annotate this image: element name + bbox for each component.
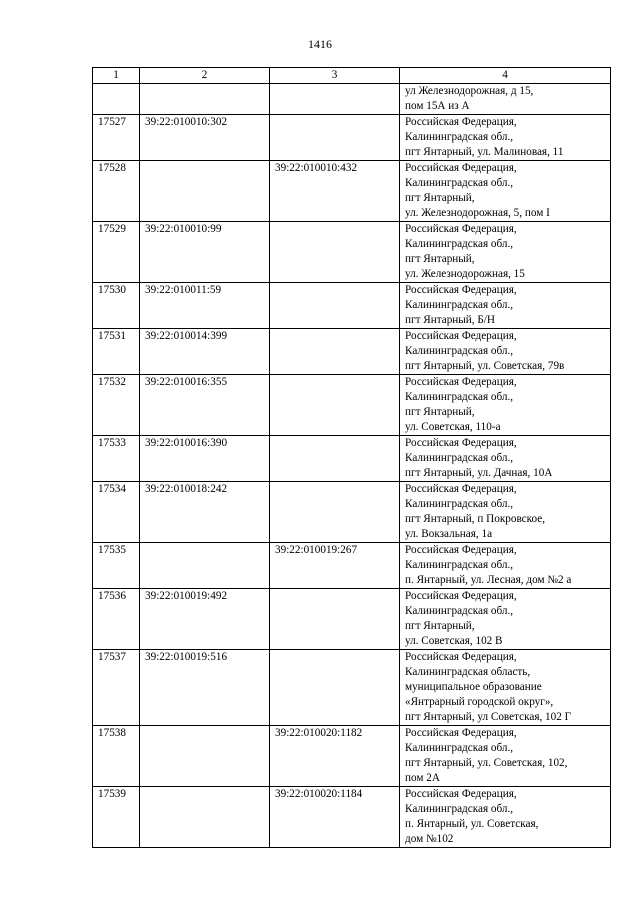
- column-header-2: 2: [140, 68, 270, 84]
- address-line: ул Железнодорожная, д 15,: [405, 85, 534, 97]
- address-line: Российская Федерация,: [405, 483, 517, 495]
- address-cell: [400, 115, 611, 161]
- address-cell: [400, 375, 611, 436]
- address-line: Российская Федерация,: [405, 590, 517, 602]
- table-row: [93, 375, 611, 436]
- address-line: ул. Советская, 110-а: [405, 421, 501, 433]
- cadastral-number-cell: 39:22:010010:99: [140, 222, 270, 283]
- cadastral-number-cell: 39:22:010016:390: [140, 436, 270, 482]
- address-cell: [400, 726, 611, 787]
- cadastral-number-alt-cell: [270, 222, 400, 283]
- record-number-cell: 17536: [93, 589, 140, 650]
- record-number-cell: 17535: [93, 543, 140, 589]
- cadastral-number-alt-cell: [270, 650, 400, 726]
- record-number-cell: 17532: [93, 375, 140, 436]
- address-line: Калининградская обл.,: [405, 452, 514, 464]
- address-line: ул. Железнодорожная, 5, пом I: [405, 207, 550, 219]
- address-cell: [400, 650, 611, 726]
- address-line: ул. Железнодорожная, 15: [405, 268, 525, 280]
- cadastral-number-alt-cell: 39:22:010020:1184: [270, 787, 400, 848]
- table-row: [93, 161, 611, 222]
- cadastral-number-cell: [140, 726, 270, 787]
- record-number-cell: 17529: [93, 222, 140, 283]
- address-line: пгт Янтарный,: [405, 192, 475, 204]
- address-line: пгт Янтарный, ул. Малиновая, 11: [405, 146, 564, 158]
- column-header-3: 3: [270, 68, 400, 84]
- registry-table: [92, 67, 611, 848]
- address-line: Российская Федерация,: [405, 223, 517, 235]
- cadastral-number-cell: 39:22:010014:399: [140, 329, 270, 375]
- address-line: муниципальное образование: [405, 681, 542, 693]
- table-row: [93, 482, 611, 543]
- record-number-cell: 17533: [93, 436, 140, 482]
- cadastral-number-cell: [140, 84, 270, 115]
- address-line: Калининградская обл.,: [405, 742, 514, 754]
- record-number-cell: 17534: [93, 482, 140, 543]
- address-line: Российская Федерация,: [405, 651, 517, 663]
- address-line: «Янтрарный городской округ»,: [405, 696, 554, 708]
- record-number-cell: 17531: [93, 329, 140, 375]
- address-line: Калининградская обл.,: [405, 559, 514, 571]
- cadastral-number-alt-cell: [270, 375, 400, 436]
- address-line: пгт Янтарный, ул. Дачная, 10А: [405, 467, 553, 479]
- table-row: [93, 589, 611, 650]
- address-cell: [400, 329, 611, 375]
- header-row: [93, 68, 611, 84]
- record-number-cell: 17528: [93, 161, 140, 222]
- address-line: Калининградская обл.,: [405, 391, 514, 403]
- table-row: [93, 543, 611, 589]
- cadastral-number-cell: 39:22:010011:59: [140, 283, 270, 329]
- column-header-1: 1: [93, 68, 140, 84]
- cadastral-number-cell: [140, 161, 270, 222]
- address-cell: [400, 84, 611, 115]
- cadastral-number-cell: [140, 787, 270, 848]
- address-cell: [400, 161, 611, 222]
- column-header-4: 4: [400, 68, 611, 84]
- address-line: п. Янтарный, ул. Лесная, дом №2 а: [405, 574, 572, 586]
- cadastral-number-alt-cell: [270, 115, 400, 161]
- address-cell: [400, 589, 611, 650]
- address-cell: [400, 787, 611, 848]
- page-number: 1416: [308, 37, 332, 51]
- cadastral-number-cell: 39:22:010019:492: [140, 589, 270, 650]
- address-line: Российская Федерация,: [405, 437, 517, 449]
- registry-body: [93, 84, 611, 848]
- address-cell: [400, 482, 611, 543]
- table-row: [93, 283, 611, 329]
- address-line: пгт Янтарный,: [405, 406, 475, 418]
- address-line: Российская Федерация,: [405, 727, 517, 739]
- address-line: пом 15А из А: [405, 100, 470, 112]
- address-line: пгт Янтарный, Б/Н: [405, 314, 495, 326]
- cadastral-number-alt-cell: 39:22:010010:432: [270, 161, 400, 222]
- address-line: Российская Федерация,: [405, 162, 517, 174]
- address-line: пгт Янтарный,: [405, 253, 475, 265]
- address-cell: [400, 222, 611, 283]
- address-line: Российская Федерация,: [405, 116, 517, 128]
- record-number-cell: [93, 84, 140, 115]
- cadastral-number-alt-cell: [270, 283, 400, 329]
- address-line: Калининградская обл.,: [405, 803, 514, 815]
- cadastral-number-alt-cell: 39:22:010020:1182: [270, 726, 400, 787]
- record-number-cell: 17527: [93, 115, 140, 161]
- cadastral-number-alt-cell: [270, 589, 400, 650]
- cadastral-number-cell: 39:22:010010:302: [140, 115, 270, 161]
- address-line: Российская Федерация,: [405, 330, 517, 342]
- address-line: пгт Янтарный, ул. Советская, 102,: [405, 757, 568, 769]
- address-cell: [400, 543, 611, 589]
- address-line: п. Янтарный, ул. Советская,: [405, 818, 539, 830]
- table-row: [93, 84, 611, 115]
- address-line: Калининградская область,: [405, 666, 531, 678]
- address-line: пгт Янтарный,: [405, 620, 475, 632]
- address-line: пом 2А: [405, 772, 440, 784]
- table-row: [93, 787, 611, 848]
- table-row: [93, 726, 611, 787]
- record-number-cell: 17537: [93, 650, 140, 726]
- address-line: Калининградская обл.,: [405, 605, 514, 617]
- address-cell: [400, 436, 611, 482]
- address-line: Российская Федерация,: [405, 788, 517, 800]
- address-line: Калининградская обл.,: [405, 299, 514, 311]
- address-line: Калининградская обл.,: [405, 131, 514, 143]
- address-line: Калининградская обл.,: [405, 177, 514, 189]
- cadastral-number-alt-cell: [270, 84, 400, 115]
- cadastral-number-alt-cell: [270, 436, 400, 482]
- address-line: пгт Янтарный, ул Советская, 102 Г: [405, 711, 572, 723]
- address-line: Калининградская обл.,: [405, 345, 514, 357]
- address-line: Калининградская обл.,: [405, 498, 514, 510]
- table-row: [93, 650, 611, 726]
- record-number-cell: 17538: [93, 726, 140, 787]
- address-line: Калининградская обл.,: [405, 238, 514, 250]
- cadastral-number-cell: 39:22:010018:242: [140, 482, 270, 543]
- address-line: Российская Федерация,: [405, 544, 517, 556]
- record-number-cell: 17539: [93, 787, 140, 848]
- table-row: [93, 436, 611, 482]
- cadastral-number-cell: [140, 543, 270, 589]
- table-row: [93, 329, 611, 375]
- address-line: пгт Янтарный, п Покровское,: [405, 513, 546, 525]
- cadastral-number-cell: 39:22:010016:355: [140, 375, 270, 436]
- table-row: [93, 222, 611, 283]
- address-line: ул. Вокзальная, 1а: [405, 528, 493, 540]
- address-line: ул. Советская, 102 В: [405, 635, 503, 647]
- address-line: дом №102: [405, 833, 454, 845]
- address-line: Российская Федерация,: [405, 376, 517, 388]
- address-line: пгт Янтарный, ул. Советская, 79в: [405, 360, 565, 372]
- cadastral-number-alt-cell: [270, 482, 400, 543]
- cadastral-number-alt-cell: 39:22:010019:267: [270, 543, 400, 589]
- record-number-cell: 17530: [93, 283, 140, 329]
- cadastral-number-alt-cell: [270, 329, 400, 375]
- address-cell: [400, 283, 611, 329]
- table-row: [93, 115, 611, 161]
- cadastral-number-cell: 39:22:010019:516: [140, 650, 270, 726]
- address-line: Российская Федерация,: [405, 284, 517, 296]
